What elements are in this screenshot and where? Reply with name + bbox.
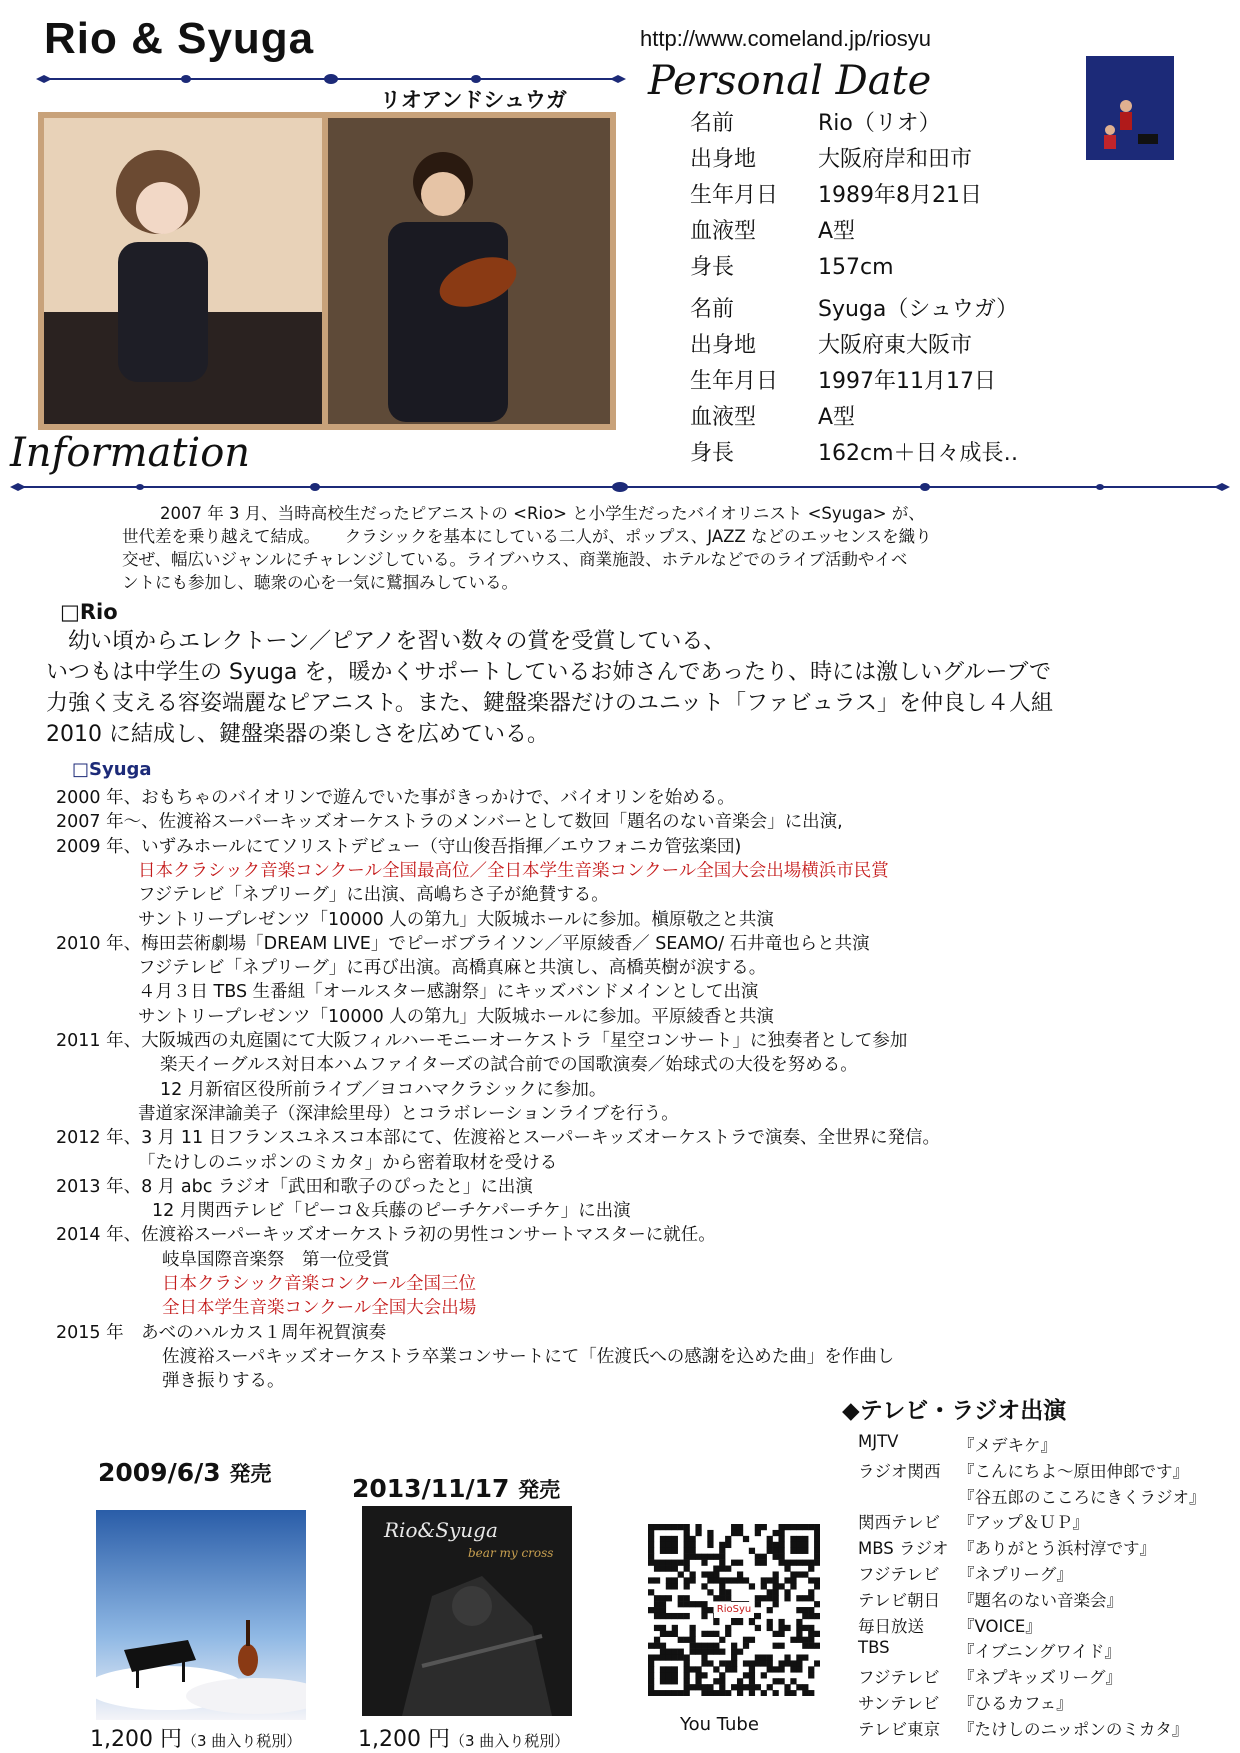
rio-profile — [46, 626, 1216, 750]
tv-program: 『アップ＆ＵＰ』 — [958, 1513, 1089, 1533]
title-kana: リオアンドシュウガ — [380, 88, 567, 112]
tv-station: フジテレビ — [858, 1565, 940, 1584]
tv-station: TBS — [858, 1638, 890, 1658]
tv-station: ラジオ関西 — [858, 1461, 941, 1481]
tv-program: 『題名のない音楽会』 — [958, 1590, 1123, 1610]
syuga-history-line: 佐渡裕スーパキッズオーケストラ卒業コンサートにて「佐渡氏への感謝を込めた曲」を作曲し — [162, 1346, 895, 1367]
personal-value: Syuga（シュウガ） — [818, 297, 1019, 322]
personal-row — [690, 106, 941, 137]
syuga-history-line: サントリープレゼンツ「10000 人の第九」大阪城ホールに参加。平原綾香と共演 — [138, 1006, 774, 1027]
syuga-history-line: ４月３日 TBS 生番組「オールスター感謝祭」にキッズバンドメインとして出演 — [138, 982, 759, 1003]
personal-label: 生年月日 — [690, 183, 779, 208]
tv-station: フジテレビ — [858, 1668, 940, 1688]
tv-program: 『ありがとう浜村淳です』 — [958, 1539, 1156, 1559]
syuga-history-line: サントリープレゼンツ「10000 人の第九」大阪城ホールに参加。槇原敬之と共演 — [138, 909, 774, 930]
duo-photo — [38, 112, 616, 430]
cover-subtitle: bear my cross — [468, 1546, 554, 1560]
intro-line: 交ぜ、幅広いジャンルにチャレンジしている。ライブハウス、商業施設、ホテルなどでのライブ活動やイベ — [122, 550, 908, 569]
duo-thumbnail — [1086, 56, 1174, 160]
tv-station: MBS ラジオ — [858, 1539, 949, 1559]
tv-radio-heading: ◆テレビ・ラジオ出演 — [842, 1398, 1067, 1424]
qr-label: RioSyu — [714, 1602, 754, 1618]
syuga-history-line: 日本クラシック音楽コンクール全国三位 — [162, 1274, 476, 1294]
personal-value: A型 — [818, 219, 856, 244]
syuga-history-line: フジテレビ「ネプリーグ」に出演、高嶋ちさ子が絶賛する。 — [138, 885, 609, 906]
personal-label: 出身地 — [690, 147, 757, 172]
personal-row — [690, 328, 972, 359]
tv-station: テレビ東京 — [858, 1719, 941, 1739]
personal-row — [690, 292, 1018, 323]
rio-heading: □Rio — [60, 600, 118, 624]
website-url[interactable]: http://www.comeland.jp/riosyu — [640, 26, 932, 51]
personal-value: 大阪府岸和田市 — [818, 147, 973, 172]
personal-date-heading: Personal Date — [648, 58, 932, 104]
rio-line: 幼い頃からエレクトーン／ピアノを習い数々の賞を受賞している、 — [46, 629, 726, 654]
tv-station: テレビ朝日 — [858, 1590, 941, 1610]
personal-row — [690, 364, 996, 395]
syuga-history-line: 2000 年、おもちゃのバイオリンで遊んでいた事がきっかけで、バイオリンを始める。 — [56, 788, 735, 808]
personal-row — [690, 142, 972, 173]
tv-station: 関西テレビ — [858, 1513, 941, 1533]
intro-line: 2007 年 3 月、当時高校生だったピアニストの <Rio> と小学生だったバイオリニスト <Syuga> が、 — [160, 504, 925, 523]
information-heading: Information — [10, 430, 251, 476]
page-title: Rio & Syuga — [44, 14, 315, 63]
cover-title: Rio&Syuga — [384, 1518, 498, 1542]
syuga-history-line: 2015 年 あべのハルカス１周年祝賀演奏 — [56, 1322, 387, 1343]
tv-program: 『谷五郎のこころにきくラジオ』 — [958, 1487, 1206, 1507]
rio-line: 2010 に結成し、鍵盤楽器の楽しさを広めている。 — [46, 722, 549, 747]
personal-row — [690, 400, 855, 431]
rio-line: 力強く支える容姿端麗なピアニスト。また、鍵盤楽器だけのユニット「ファビュラス」を仲良し４人組 — [46, 691, 1053, 716]
syuga-history-line: 2007 年〜、佐渡裕スーパーキッズオーケストラのメンバーとして数回「題名のない音楽会」に出演, — [56, 812, 843, 833]
youtube-caption: You Tube — [680, 1714, 759, 1735]
tv-program: 『こんにちよ〜原田伸郎です』 — [958, 1461, 1189, 1481]
personal-label: 出身地 — [690, 333, 757, 358]
release-1-price: 1,200 円（3 曲入り税別） — [90, 1727, 302, 1752]
syuga-history-line: 日本クラシック音楽コンクール全国最高位／全日本学生音楽コンクール全国大会出場横浜市民賞 — [138, 860, 889, 881]
release-1-date: 2009/6/3 発売 — [98, 1458, 272, 1487]
personal-value: 1997年11月17日 — [818, 369, 996, 394]
syuga-heading: □Syuga — [72, 759, 152, 780]
personal-label: 名前 — [690, 297, 735, 322]
title-divider — [36, 70, 626, 88]
syuga-history-line: フジテレビ「ネプリーグ」に再び出演。高橋真麻と共演し、高橋英樹が涙する。 — [138, 958, 767, 979]
syuga-history-line: 2010 年、梅田芸術劇場「DREAM LIVE」でピーボブライソン／平原綾香／ SEAMO/ 石井竜也らと共演 — [56, 933, 870, 954]
personal-row — [690, 178, 982, 209]
syuga-history-line: 2009 年、いずみホールにてソリストデビュー（守山俊吾指揮／エウフォニカ管弦楽団) — [56, 836, 742, 857]
release-2-date: 2013/11/17 発売 — [352, 1474, 561, 1503]
youtube-qr-code[interactable] — [648, 1524, 820, 1696]
release-2-cover — [362, 1506, 572, 1716]
syuga-history-line: 弾き振りする。 — [162, 1371, 285, 1392]
syuga-history-line: 2011 年、大阪城西の丸庭園にて大阪フィルハーモニーオーケストラ「星空コンサート」に独奏者として参加 — [56, 1031, 908, 1051]
tv-program: 『たけしのニッポンのミカタ』 — [958, 1719, 1189, 1739]
information-intro — [122, 502, 1172, 594]
syuga-history-line: 全日本学生音楽コンクール全国大会出場 — [162, 1298, 477, 1319]
tv-program: 『VOICE』 — [958, 1616, 1042, 1636]
tv-station: 毎日放送 — [858, 1616, 924, 1636]
syuga-history-line: 「たけしのニッポンのミカタ」から密着取材を受ける — [138, 1152, 558, 1173]
syuga-history-line: 12 月新宿区役所前ライブ／ヨコハマクラシックに参加。 — [160, 1079, 607, 1100]
syuga-history-line: 2012 年、3 月 11 日フランスユネスコ本部にて、佐渡裕とスーパーキッズオーケストラで演奏、全世界に発信。 — [56, 1128, 941, 1149]
release-1-cover — [96, 1510, 306, 1720]
personal-row — [690, 214, 855, 245]
personal-value: 大阪府東大阪市 — [818, 333, 973, 358]
tv-program: 『ネプキッズリーグ』 — [958, 1668, 1123, 1688]
rio-line: いつもは中学生の Syuga を，暖かくサポートしているお姉さんであったり、時には激しいグルーブで — [46, 660, 1052, 685]
syuga-history-line: 楽天イーグルス対日本ハムファイターズの試合前での国歌演奏／始球式の大役を努める。 — [160, 1055, 858, 1076]
personal-row — [690, 250, 894, 281]
personal-value: 1989年8月21日 — [818, 183, 982, 208]
intro-line: 世代差を乗り越えて結成。 クラシックを基本にしている二人が、ポップス、JAZZ などのエッセンスを織り — [122, 527, 932, 546]
personal-label: 血液型 — [690, 405, 757, 430]
tv-program: 『ひるカフェ』 — [958, 1694, 1073, 1713]
personal-value: A型 — [818, 405, 856, 430]
syuga-history-line: 岐阜国際音楽祭 第一位受賞 — [162, 1249, 390, 1270]
tv-program: 『イブニングワイド』 — [958, 1642, 1121, 1662]
personal-value: Rio（リオ） — [818, 111, 941, 136]
release-2-price: 1,200 円（3 曲入り税別） — [358, 1727, 570, 1752]
tv-program: 『ネプリーグ』 — [958, 1565, 1073, 1584]
tv-station: MJTV — [858, 1432, 899, 1451]
personal-label: 血液型 — [690, 219, 757, 244]
syuga-history-line: 書道家深津諭美子（深津絵里母）とコラボレーションライブを行う。 — [138, 1103, 679, 1124]
personal-value: 157cm — [818, 255, 894, 280]
personal-label: 身長 — [690, 255, 735, 280]
information-divider — [10, 478, 1230, 496]
personal-label: 生年月日 — [690, 369, 779, 394]
personal-value: 162cm＋日々成長‥ — [818, 441, 1019, 466]
tv-program: 『メデキケ』 — [958, 1436, 1057, 1455]
intro-line: ントにも参加し、聴衆の心を一気に鷲掴みしている。 — [122, 573, 518, 592]
personal-label: 名前 — [690, 111, 735, 136]
syuga-history-line: 12 月関西テレビ「ピーコ＆兵藤のピーチケパーチケ」に出演 — [152, 1201, 631, 1222]
personal-label: 身長 — [690, 441, 735, 466]
syuga-history-line: 2014 年、佐渡裕スーパーキッズオーケストラ初の男性コンサートマスターに就任。 — [56, 1225, 716, 1246]
tv-station: サンテレビ — [858, 1694, 940, 1713]
syuga-history-line: 2013 年、8 月 abc ラジオ「武田和歌子のぴったと」に出演 — [56, 1176, 533, 1197]
personal-row — [690, 436, 1018, 467]
